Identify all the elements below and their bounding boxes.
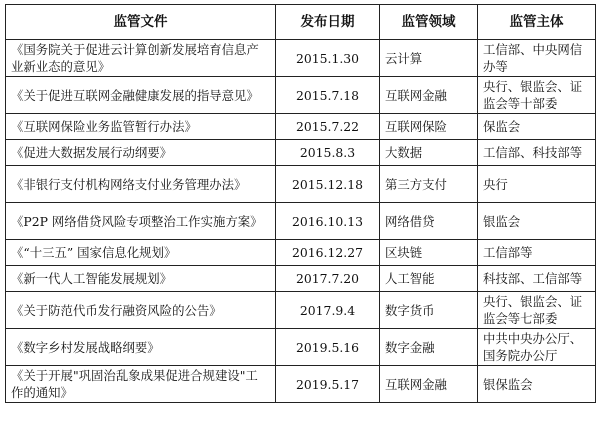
cell-document: 《数字乡村发展战略纲要》 [6,329,276,366]
header-row [6,5,596,40]
table-row [6,366,596,403]
header-document: 监管文件 [6,5,276,40]
cell-date: 2016.10.13 [276,203,380,240]
header-field: 监管领域 [380,5,478,40]
cell-document: 《互联网保险业务监管暂行办法》 [6,114,276,140]
cell-body: 银保监会 [478,366,596,403]
cell-field: 云计算 [380,40,478,77]
header-date: 发布日期 [276,5,380,40]
cell-field: 互联网金融 [380,77,478,114]
cell-document: 《新一代人工智能发展规划》 [6,266,276,292]
cell-document: 《国务院关于促进云计算创新发展培育信息产业新业态的意见》 [6,40,276,77]
table-row [6,140,596,166]
cell-field: 数字货币 [380,292,478,329]
cell-date: 2015.7.18 [276,77,380,114]
cell-field: 大数据 [380,140,478,166]
cell-date: 2016.12.27 [276,240,380,266]
cell-document: 《关于开展"巩固治乱象成果促进合规建设"工作的通知》 [6,366,276,403]
cell-field: 网络借贷 [380,203,478,240]
cell-field: 第三方支付 [380,166,478,203]
table-row [6,266,596,292]
cell-body: 中共中央办公厅、国务院办公厅 [478,329,596,366]
cell-date: 2019.5.17 [276,366,380,403]
cell-body: 工信部等 [478,240,596,266]
cell-document: 《关于促进互联网金融健康发展的指导意见》 [6,77,276,114]
cell-document: 《促进大数据发展行动纲要》 [6,140,276,166]
cell-date: 2015.1.30 [276,40,380,77]
cell-body: 保监会 [478,114,596,140]
cell-document: 《非银行支付机构网络支付业务管理办法》 [6,166,276,203]
cell-field: 互联网保险 [380,114,478,140]
cell-field: 人工智能 [380,266,478,292]
table-row [6,240,596,266]
table-row [6,166,596,203]
cell-body: 银监会 [478,203,596,240]
cell-body: 央行、银监会、证监会等七部委 [478,292,596,329]
cell-field: 区块链 [380,240,478,266]
cell-document: 《关于防范代币发行融资风险的公告》 [6,292,276,329]
regulation-table-container [5,4,596,403]
cell-date: 2015.8.3 [276,140,380,166]
table-row [6,329,596,366]
cell-date: 2015.12.18 [276,166,380,203]
cell-date: 2017.7.20 [276,266,380,292]
table-row [6,292,596,329]
cell-body: 科技部、工信部等 [478,266,596,292]
cell-date: 2019.5.16 [276,329,380,366]
table-row [6,40,596,77]
cell-body: 央行、银监会、证监会等十部委 [478,77,596,114]
table-row [6,114,596,140]
header-body: 监管主体 [478,5,596,40]
cell-field: 数字金融 [380,329,478,366]
cell-body: 工信部、科技部等 [478,140,596,166]
regulation-table [5,4,596,403]
cell-body: 工信部、中央网信办等 [478,40,596,77]
cell-document: 《P2P 网络借贷风险专项整治工作实施方案》 [6,203,276,240]
cell-date: 2017.9.4 [276,292,380,329]
cell-document: 《“十三五” 国家信息化规划》 [6,240,276,266]
cell-body: 央行 [478,166,596,203]
cell-date: 2015.7.22 [276,114,380,140]
cell-field: 互联网金融 [380,366,478,403]
table-row [6,203,596,240]
table-row [6,77,596,114]
